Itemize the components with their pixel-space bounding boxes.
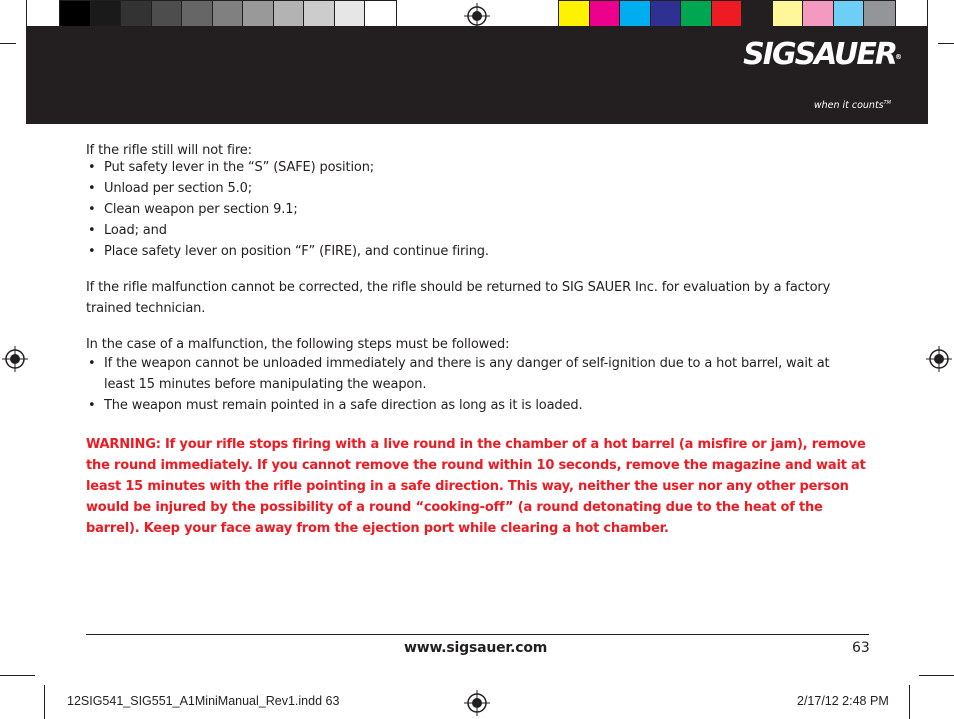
list-item: • Clean weapon per section 9.1; bbox=[88, 202, 298, 217]
footer-divider bbox=[86, 634, 869, 635]
slug-filename: 12SIG541_SIG551_A1MiniManual_Rev1.indd 63 bbox=[67, 694, 340, 708]
list-item: • Unload per section 5.0; bbox=[88, 181, 252, 196]
crop-mark bbox=[44, 685, 45, 719]
steps-list bbox=[86, 157, 866, 262]
registration-mark-icon bbox=[926, 346, 952, 372]
crop-mark bbox=[927, 0, 928, 26]
list-item: • Put safety lever in the “S” (SAFE) position; bbox=[88, 160, 375, 175]
warning-paragraph: WARNING: If your rifle stops firing with a live round in the chamber of a hot barrel (a misfire or jam), remove the round immediately. If you cannot remove the round within 10 seconds, remove the magazine and wait at least 15 minutes with the rifle pointing in a safe direction. This way, neither the user nor any other person would be injured by the possibility of a round “cooking-off” (a round detonating due to the heat of the barrel). Keep your face away from the ejection port while clearing a hot chamber. bbox=[86, 437, 866, 536]
list-item: • Place safety lever on position “F” (FIRE), and continue firing. bbox=[88, 244, 489, 259]
crop-mark bbox=[26, 0, 27, 26]
registration-mark-icon bbox=[464, 690, 490, 716]
crop-mark bbox=[0, 43, 16, 44]
intro-text: If the rifle still will not fire: bbox=[86, 143, 252, 158]
page-number: 63 bbox=[852, 640, 870, 656]
return-note: If the rifle malfunction cannot be corrected, the rifle should be returned to SIG SAUER Inc. for evaluation by a factory trained technician. bbox=[86, 280, 831, 316]
crop-mark bbox=[0, 675, 35, 676]
malfunction-intro: In the case of a malfunction, the following steps must be followed: bbox=[86, 337, 510, 352]
list-item: • Load; and bbox=[88, 223, 167, 238]
list-item: • The weapon must remain pointed in a safe direction as long as it is loaded. bbox=[88, 398, 583, 413]
crop-mark bbox=[919, 675, 954, 676]
logo-tagline: when it counts™ bbox=[813, 100, 891, 111]
list-item: • If the weapon cannot be unloaded immediately and there is any danger of self-ignition due to a hot barrel, wait at least 15 minutes before manipulating the weapon. bbox=[88, 356, 830, 392]
malfunction-steps-list bbox=[86, 353, 856, 416]
slug-timestamp: 2/17/12 2:48 PM bbox=[797, 694, 889, 708]
footer-url[interactable]: www.sigsauer.com bbox=[404, 640, 548, 656]
sig-sauer-logo: SIGSAUER ® bbox=[743, 37, 902, 72]
registration-mark-icon bbox=[2, 346, 28, 372]
crop-mark bbox=[938, 43, 954, 44]
crop-mark bbox=[909, 685, 910, 719]
